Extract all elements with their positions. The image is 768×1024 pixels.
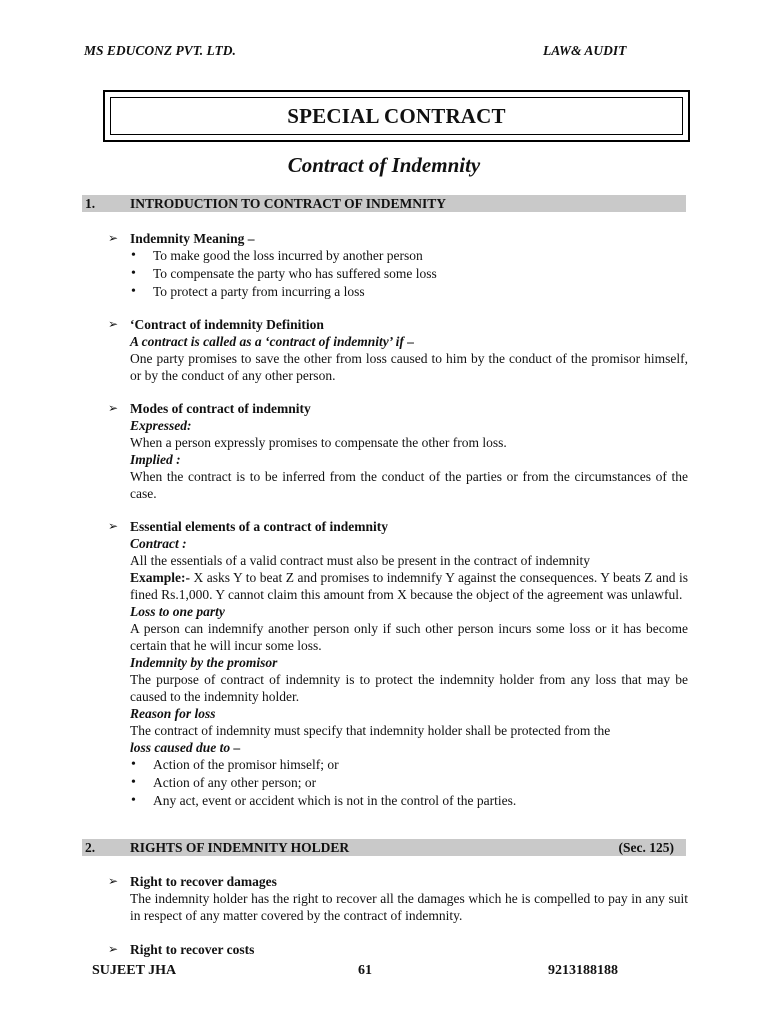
implied-label: Implied : bbox=[130, 452, 181, 467]
promisor-label: Indemnity by the promisor bbox=[130, 655, 278, 670]
arrow-bullet-icon: ➢ bbox=[108, 519, 119, 533]
definition-subheading: A contract is called as a ‘contract of indemnity’ if – bbox=[130, 334, 414, 349]
reason-label: Reason for loss bbox=[130, 706, 216, 721]
section-1-number: 1. bbox=[85, 196, 96, 211]
list-item: • To protect a party from incurring a loss bbox=[130, 283, 688, 301]
modes-block bbox=[108, 400, 688, 502]
loss-text: A person can indemnify another person only if such other person incurs some loss or it has become certain that he will incur some loss. bbox=[130, 621, 688, 653]
damages-text: The indemnity holder has the right to recover all the damages which he is compelled to pay in any suit in respect of any matter covered by the contract of indemnity. bbox=[130, 891, 688, 923]
definition-heading: ‘Contract of indemnity Definition bbox=[130, 317, 324, 332]
section-1-heading bbox=[82, 195, 686, 212]
promisor-text: The purpose of contract of indemnity is to protect the indemnity holder from any loss that may be caused to the indemnity holder. bbox=[130, 672, 688, 704]
header-company: MS EDUCONZ PVT. LTD. bbox=[84, 43, 236, 58]
contract-label: Contract : bbox=[130, 536, 187, 551]
cause-list bbox=[130, 756, 688, 810]
meaning-block bbox=[108, 230, 688, 301]
reason-text: The contract of indemnity must specify that indemnity holder shall be protected from the bbox=[130, 723, 611, 738]
list-item: • Any act, event or accident which is not in the control of the parties. bbox=[130, 792, 688, 810]
page-title: SPECIAL CONTRACT bbox=[287, 103, 506, 128]
arrow-bullet-icon: ➢ bbox=[108, 942, 119, 956]
page-subtitle: Contract of Indemnity bbox=[287, 153, 481, 177]
footer-author: SUJEET JHA bbox=[92, 963, 177, 978]
section-1-title: INTRODUCTION TO CONTRACT OF INDEMNITY bbox=[130, 196, 447, 211]
loss-label: Loss to one party bbox=[130, 604, 225, 619]
example-paragraph bbox=[130, 569, 688, 603]
costs-heading: Right to recover costs bbox=[130, 942, 255, 957]
header-subject: LAW& AUDIT bbox=[543, 43, 627, 58]
section-2-heading bbox=[82, 839, 686, 856]
title-box bbox=[103, 90, 690, 142]
elements-heading: Essential elements of a contract of indemnity bbox=[130, 519, 388, 534]
definition-block bbox=[108, 316, 688, 384]
section-2-reference: (Sec. 125) bbox=[618, 840, 674, 855]
example-text: X asks Y to beat Z and promises to indemnify Y against the consequences. Y beats Z and is fined Rs.1,000. Y cannot claim this amount from X because the object of the agreement was unlawful. bbox=[130, 570, 688, 602]
damages-heading: Right to recover damages bbox=[130, 874, 277, 889]
expressed-text: When a person expressly promises to compensate the other from loss. bbox=[130, 435, 507, 450]
list-item: • Action of any other person; or bbox=[130, 774, 688, 792]
section-2-title: RIGHTS OF INDEMNITY HOLDER bbox=[130, 840, 350, 855]
meaning-list bbox=[130, 247, 688, 301]
costs-block bbox=[108, 941, 688, 958]
list-item: • Action of the promisor himself; or bbox=[130, 756, 688, 774]
example-label: Example:- bbox=[130, 570, 190, 585]
caused-label: loss caused due to – bbox=[130, 740, 241, 755]
arrow-bullet-icon: ➢ bbox=[108, 231, 119, 245]
contract-text: All the essentials of a valid contract must also be present in the contract of indemnity bbox=[130, 553, 590, 568]
meaning-heading: Indemnity Meaning – bbox=[130, 231, 255, 246]
section-2-number: 2. bbox=[85, 840, 96, 855]
expressed-label: Expressed: bbox=[130, 418, 192, 433]
footer-phone: 9213188188 bbox=[548, 963, 618, 978]
elements-block bbox=[108, 518, 688, 810]
implied-text: When the contract is to be inferred from the conduct of the parties or from the circumstances of the case. bbox=[130, 469, 688, 501]
arrow-bullet-icon: ➢ bbox=[108, 874, 119, 888]
modes-heading: Modes of contract of indemnity bbox=[130, 401, 311, 416]
footer-page-number: 61 bbox=[358, 963, 372, 978]
arrow-bullet-icon: ➢ bbox=[108, 401, 119, 415]
list-item: • To make good the loss incurred by another person bbox=[130, 247, 688, 265]
damages-block bbox=[108, 873, 688, 924]
definition-text: One party promises to save the other from loss caused to him by the conduct of the promisor himself, or by the conduct of any other person. bbox=[130, 351, 688, 383]
list-item: • To compensate the party who has suffered some loss bbox=[130, 265, 688, 283]
arrow-bullet-icon: ➢ bbox=[108, 317, 119, 331]
